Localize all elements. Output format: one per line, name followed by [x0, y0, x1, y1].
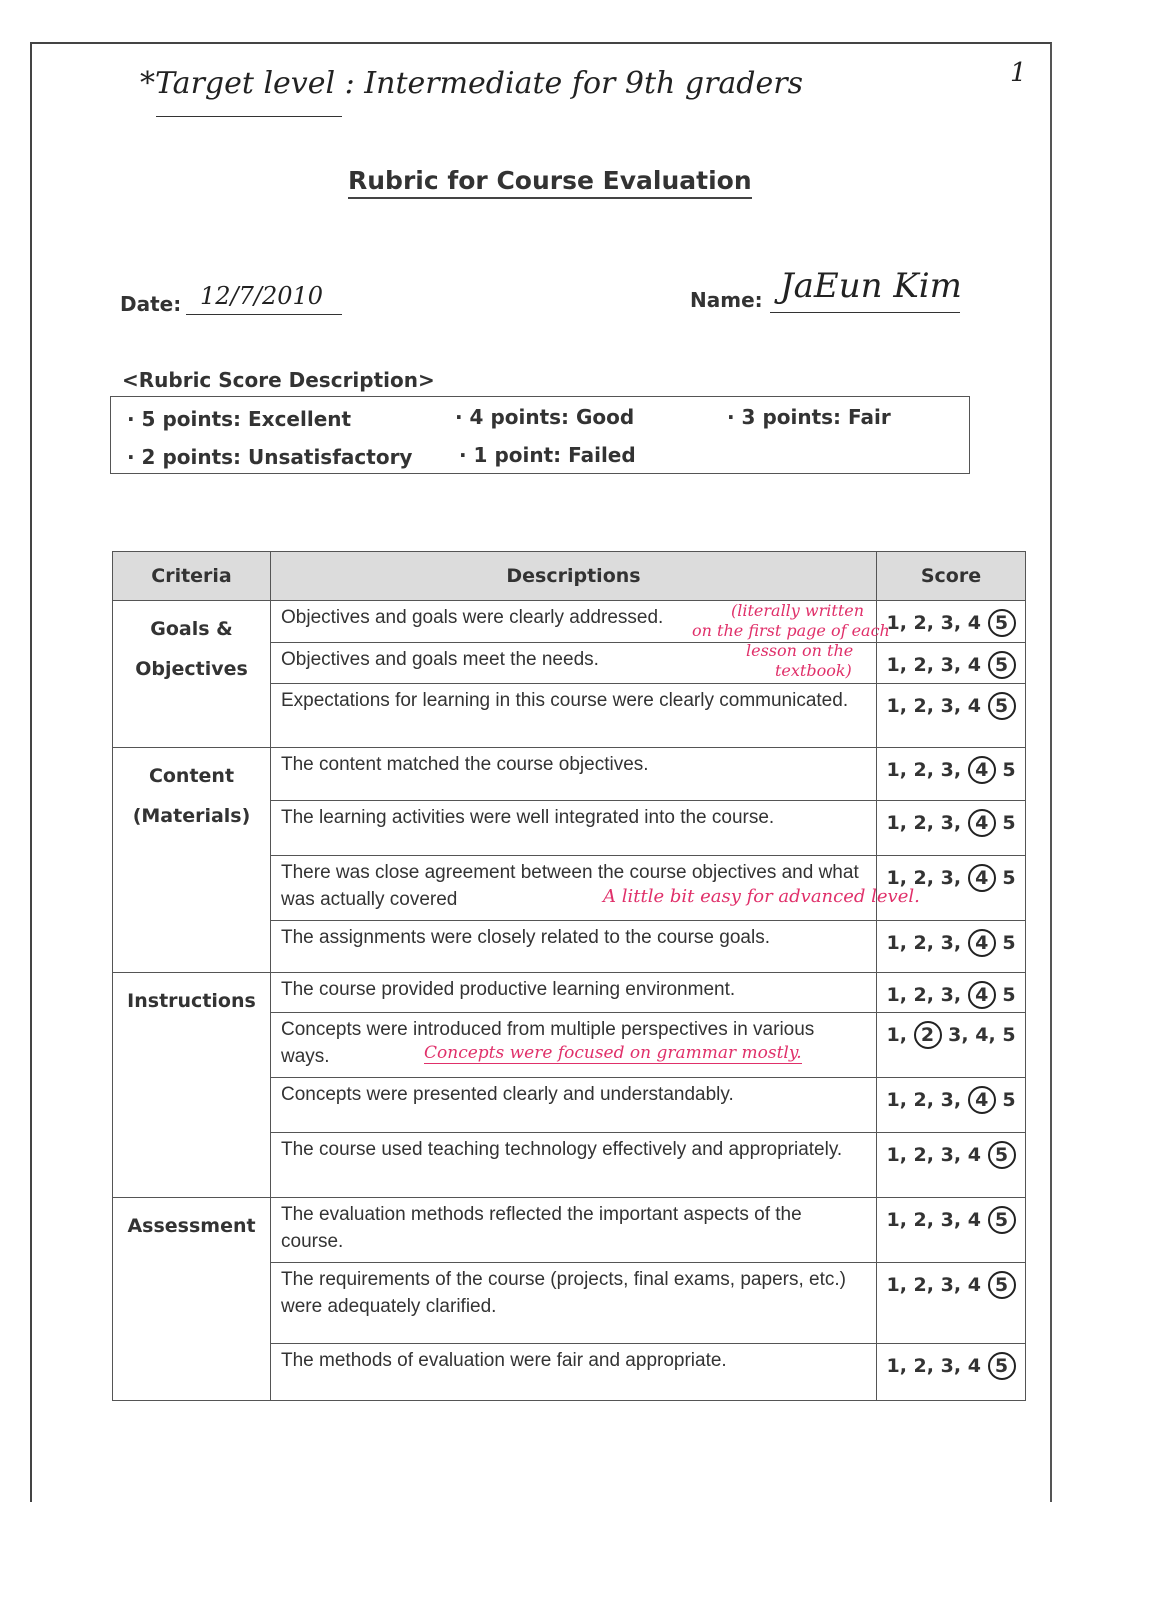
circled-score: 5: [988, 651, 1016, 679]
legend-item: · 2 points: Unsatisfactory: [127, 445, 413, 469]
description-cell: Objectives and goals were clearly addressed.: [271, 601, 877, 643]
score-option: 2: [913, 867, 927, 889]
score-option: 1: [886, 932, 900, 954]
circled-score: 4: [968, 981, 996, 1009]
criteria-cell: Assessment: [113, 1198, 271, 1401]
score-option: 2: [913, 695, 927, 717]
score-option: 5: [1002, 984, 1016, 1006]
score-option: 2: [913, 612, 927, 634]
score-option: 3: [940, 1144, 954, 1166]
score-option: 5: [1002, 867, 1016, 889]
score-cell: 1, 2, 3, 4 5: [877, 684, 1026, 748]
annotation-note: textbook): [775, 661, 852, 680]
target-underline: [156, 116, 342, 117]
criteria-cell: Goals & Objectives: [113, 601, 271, 748]
name-label: Name:: [690, 288, 763, 312]
date-label: Date:: [120, 292, 182, 316]
table-row: [113, 1198, 1026, 1263]
score-option: 1: [886, 1274, 900, 1296]
header-criteria: Criteria: [113, 552, 271, 601]
circled-score: 5: [988, 1206, 1016, 1234]
circled-score: 2: [914, 1021, 942, 1049]
score-option: 1: [886, 1209, 900, 1231]
circled-score: 4: [968, 1086, 996, 1114]
circled-score: 4: [968, 756, 996, 784]
score-option: 3: [940, 1355, 954, 1377]
score-option: 2: [913, 1209, 927, 1231]
annotation-note: on the first page of each: [692, 621, 890, 640]
score-option: 5: [1002, 1089, 1016, 1111]
description-cell: The methods of evaluation were fair and appropriate.: [271, 1344, 877, 1401]
score-cell: 1, 2, 3, 4 5: [877, 801, 1026, 856]
score-option: 2: [913, 759, 927, 781]
score-option: 4: [967, 1144, 981, 1166]
description-cell: Objectives and goals meet the needs.: [271, 643, 877, 684]
score-option: 1: [886, 1089, 900, 1111]
score-legend: [110, 396, 970, 474]
circled-score: 4: [968, 929, 996, 957]
score-option: 4: [967, 695, 981, 717]
score-cell: 1, 2, 3, 4 5: [877, 643, 1026, 684]
table-row: [113, 973, 1026, 1013]
score-option: 3: [940, 984, 954, 1006]
score-option: 2: [913, 654, 927, 676]
score-option: 1: [886, 867, 900, 889]
score-option: 3: [940, 1274, 954, 1296]
criteria-cell: Instructions: [113, 973, 271, 1198]
score-option: 4: [967, 1209, 981, 1231]
description-cell: Expectations for learning in this course were clearly communicated.: [271, 684, 877, 748]
legend-item: · 4 points: Good: [455, 405, 635, 429]
score-option: 1: [886, 1355, 900, 1377]
header-descriptions: Descriptions: [271, 552, 877, 601]
description-cell: Concepts were introduced from multiple perspectives in various ways.: [271, 1013, 877, 1078]
legend-item: · 3 points: Fair: [727, 405, 891, 429]
score-option: 1: [886, 812, 900, 834]
legend-item: · 1 point: Failed: [459, 443, 636, 467]
score-option: 1: [886, 1024, 900, 1046]
score-option: 3: [940, 695, 954, 717]
score-option: 2: [913, 812, 927, 834]
score-option: 3: [940, 759, 954, 781]
score-option: 1: [886, 1144, 900, 1166]
page-title: Rubric for Course Evaluation: [348, 166, 752, 199]
circled-score: 5: [988, 1352, 1016, 1380]
score-option: 5: [1002, 932, 1016, 954]
score-option: 4: [967, 612, 981, 634]
date-line: [186, 314, 342, 315]
description-cell: Concepts were presented clearly and understandably.: [271, 1078, 877, 1133]
annotation-note: A little bit easy for advanced level.: [603, 886, 920, 907]
score-option: 2: [913, 1089, 927, 1111]
score-option: 3: [940, 867, 954, 889]
annotation-note: (literally written: [731, 601, 865, 620]
score-option: 2: [913, 932, 927, 954]
annotation-note: lesson on the: [746, 641, 854, 660]
score-cell: 1, 2, 3, 4 5: [877, 1263, 1026, 1344]
score-cell: 1, 2 3, 4, 5: [877, 1013, 1026, 1078]
description-cell: The course used teaching technology effectively and appropriately.: [271, 1133, 877, 1198]
score-option: 3: [940, 1089, 954, 1111]
score-option: 4: [967, 1274, 981, 1296]
score-option: 2: [913, 1355, 927, 1377]
circled-score: 5: [988, 609, 1016, 637]
description-cell: There was close agreement between the course objectives and what was actually covered: [271, 856, 877, 921]
score-option: 1: [886, 695, 900, 717]
score-cell: 1, 2, 3, 4 5: [877, 1133, 1026, 1198]
description-cell: The assignments were closely related to the course goals.: [271, 921, 877, 973]
score-option: 3: [940, 812, 954, 834]
score-cell: 1, 2, 3, 4 5: [877, 973, 1026, 1013]
score-option: 3: [940, 932, 954, 954]
score-cell: 1, 2, 3, 4 5: [877, 1198, 1026, 1263]
name-line: [770, 312, 960, 313]
score-option: 5: [1002, 759, 1016, 781]
date-value: 12/7/2010: [200, 282, 324, 310]
score-option: 1: [886, 759, 900, 781]
score-option: 2: [913, 1274, 927, 1296]
score-option: 1: [886, 984, 900, 1006]
description-cell: The requirements of the course (projects, final exams, papers, etc.) were adequately clarified.: [271, 1263, 877, 1344]
score-cell: 1, 2, 3, 4 5: [877, 601, 1026, 643]
score-option: 5: [1002, 812, 1016, 834]
rubric-table: [112, 551, 1026, 1401]
annotation-note: Concepts were focused on grammar mostly.: [424, 1043, 802, 1063]
score-option: 1: [886, 654, 900, 676]
score-option: 4: [975, 1024, 989, 1046]
legend-heading: <Rubric Score Description>: [122, 368, 435, 392]
score-cell: 1, 2, 3, 4 5: [877, 1078, 1026, 1133]
score-option: 4: [967, 1355, 981, 1377]
score-option: 1: [886, 612, 900, 634]
score-cell: 1, 2, 3, 4 5: [877, 748, 1026, 801]
score-cell: 1, 2, 3, 4 5: [877, 921, 1026, 973]
description-cell: The course provided productive learning environment.: [271, 973, 877, 1013]
description-cell: The learning activities were well integrated into the course.: [271, 801, 877, 856]
circled-score: 5: [988, 1271, 1016, 1299]
score-option: 5: [1002, 1024, 1016, 1046]
circled-score: 5: [988, 1141, 1016, 1169]
score-option: 3: [948, 1024, 962, 1046]
score-option: 3: [940, 1209, 954, 1231]
table-row: [113, 748, 1026, 801]
circled-score: 4: [968, 809, 996, 837]
name-value: JaEun Kim: [780, 266, 962, 306]
circled-score: 4: [968, 864, 996, 892]
page-number: 1: [1010, 58, 1027, 88]
target-level-note: *Target level : Intermediate for 9th graders: [140, 66, 804, 101]
header-score: Score: [877, 552, 1026, 601]
score-option: 3: [940, 654, 954, 676]
description-cell: The content matched the course objectives.: [271, 748, 877, 801]
criteria-cell: Content (Materials): [113, 748, 271, 973]
description-cell: The evaluation methods reflected the important aspects of the course.: [271, 1198, 877, 1263]
score-cell: 1, 2, 3, 4 5: [877, 1344, 1026, 1401]
score-cell: 1, 2, 3, 4 5: [877, 856, 1026, 921]
score-option: 3: [940, 612, 954, 634]
score-option: 2: [913, 984, 927, 1006]
legend-item: · 5 points: Excellent: [127, 407, 352, 431]
score-option: 2: [913, 1144, 927, 1166]
score-option: 4: [967, 654, 981, 676]
circled-score: 5: [988, 692, 1016, 720]
